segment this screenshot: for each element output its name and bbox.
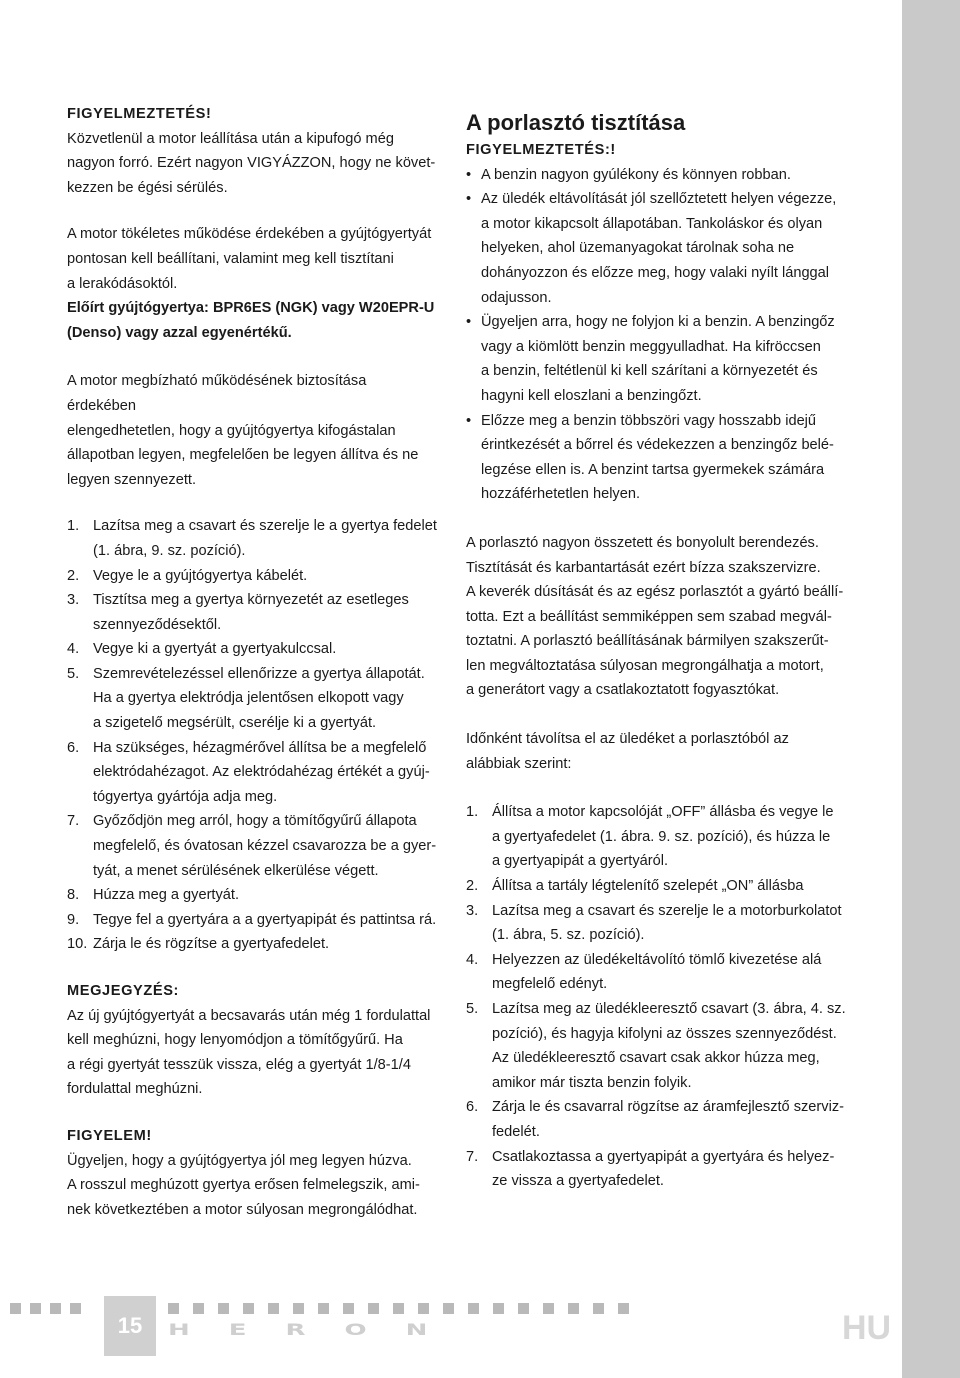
decorative-square (368, 1303, 379, 1314)
list-item: 2. Állítsa a tartály légtelenítő szelepét „ON” állásba (466, 878, 804, 895)
decorative-square (343, 1303, 354, 1314)
paragraph-line: A motor tökéletes működése érdekében a gyújtógyertyát (67, 226, 432, 243)
note-line: a régi gyertyát tesszük vissza, elég a gyertyát 1/8-1/4 (67, 1056, 411, 1073)
paragraph-line: pontosan kell beállítani, valamint meg kell tisztítani (67, 250, 394, 267)
decorative-square (418, 1303, 429, 1314)
left-column (67, 102, 439, 1222)
decorative-square (468, 1303, 479, 1314)
decorative-square (493, 1303, 504, 1314)
list-item: 1. Állítsa a motor kapcsolóját „OFF” állásba és vegye le a gyertyafedelet (1. ábra. 9. sz. pozíció), és húzza le a gyertyapipát a gyertyáról. (466, 804, 834, 870)
page-number: 15 (104, 1296, 156, 1356)
warning-line: kezzen be égési sérülés. (67, 179, 228, 196)
side-bar (902, 0, 960, 1378)
decorative-square (293, 1303, 304, 1314)
list-item: 2. Vegye le a gyújtógyertya kábelét. (67, 567, 308, 584)
note-line: fordulattal meghúzni. (67, 1081, 203, 1098)
decorative-square (168, 1303, 179, 1314)
note-heading: MEGJEGYZÉS: (67, 983, 180, 999)
list-item: 4. Helyezzen az üledékeltávolító tömlő kivezetése alá megfelelő edényt. (466, 951, 822, 993)
paragraph-line: totta. Ezt a beállítást semmiképpen sem szabad megvál- (466, 608, 832, 625)
warning-bullets (466, 163, 858, 507)
warning-heading: FIGYELMEZTETÉS! (67, 106, 212, 122)
spark-plug-spec: Előírt gyújtógyertya: BPR6ES (NGK) vagy W20EPR-U (67, 300, 435, 317)
carburetor-steps (466, 800, 858, 1194)
attention-line: nek következtében a motor súlyosan megrongálódhat. (67, 1201, 418, 1218)
warning-line: nagyon forró. Ezért nagyon VIGYÁZZON, hogy ne követ- (67, 155, 436, 172)
list-item: 4. Vegye ki a gyertyát a gyertyakulccsal. (67, 641, 337, 658)
decorative-square (268, 1303, 279, 1314)
list-item: 1. Lazítsa meg a csavart és szerelje le a gyertya fedelet (1. ábra, 9. sz. pozíció). (67, 518, 437, 559)
list-item: 7. Csatlakoztassa a gyertyapipát a gyertyára és helyez- ze vissza a gyertyafedelet. (466, 1148, 835, 1190)
heron-logo: HERON (168, 1320, 467, 1340)
decorative-square (10, 1303, 21, 1314)
list-item: 6. Ha szükséges, hézagmérővel állítsa be a megfelelő elektródahézagot. Az elektródahézag értékét a gyúj- tógyertya gyártója adja meg. (67, 739, 430, 805)
paragraph-line: a generátort vagy a csatlakoztatott fogyasztókat. (466, 682, 780, 699)
decorative-square (218, 1303, 229, 1314)
list-item: 7. Győződjön meg arról, hogy a tömítőgyűrű állapota megfelelő, és óvatosan kézzel csavarozza be a gyer- tyát, a menet sérülésének elkerülése végett. (67, 813, 437, 879)
decorative-square (518, 1303, 529, 1314)
spark-plug-spec: (Denso) vagy azzal egyenértékű. (67, 324, 292, 341)
list-item: • Előzze meg a benzin többszöri vagy hosszabb idejű érintkezését a bőrrel és védekezzen a benzingőz belé- legzése ellen is. A benzint tartsa gyermekek számára hozzáférhetetlen helyen. (466, 412, 834, 503)
list-item: 5. Lazítsa meg az üledékleeresztő csavart (3. ábra, 4. sz. pozíció), és hagyja kifolyni az összes szennyeződést. Az üledékleeresztő csavart csak akkor húzza meg, amikor már tiszta benzin folyik. (466, 1001, 846, 1091)
decorative-square (618, 1303, 629, 1314)
decorative-square (593, 1303, 604, 1314)
paragraph-line: a lerakódásoktól. (67, 275, 178, 292)
paragraph-line: A motor megbízható működésének biztosítása érdekében (67, 373, 367, 414)
paragraph-line: állapotban legyen, megfelelően be legyen állítva és ne (67, 447, 419, 464)
list-item: 3. Tisztítsa meg a gyertya környezetét az esetleges szennyeződésektől. (67, 592, 409, 633)
list-item: • A benzin nagyon gyúlékony és könnyen robban. (466, 166, 791, 183)
paragraph-line: elengedhetetlen, hogy a gyújtógyertya kifogástalan (67, 422, 396, 439)
paragraph-line: Tisztítását és karbantartását ezért bízza szakszervizre. (466, 559, 821, 576)
paragraph-line: A keverék dúsítását és az egész porlasztót a gyártó beállí- (466, 584, 844, 601)
note-line: Az új gyújtógyertyát a becsavarás után még 1 fordulattal (67, 1007, 431, 1024)
list-item: 10. Zárja le és rögzítse a gyertyafedelet. (67, 936, 330, 953)
language-code: HU (842, 1309, 892, 1347)
warning-heading: FIGYELMEZTETÉS:! (466, 142, 616, 158)
list-item: 9. Tegye fel a gyertyára a a gyertyapipát és pattintsa rá. (67, 911, 437, 928)
list-item: 8. Húzza meg a gyertyát. (67, 887, 240, 904)
list-item: • Az üledék eltávolítását jól szellőztetett helyen végezze, a motor kikapcsolt állapotában. Tankoláskor és olyan helyeken, ahol üzemanyagokat tárolnak soha ne dohányozzon és előzze meg, hogy valaki nyílt lánggal odajusson. (466, 191, 837, 306)
spark-plug-steps (67, 514, 439, 957)
right-column (466, 102, 858, 1194)
decorative-square (318, 1303, 329, 1314)
warning-line: Közvetlenül a motor leállítása után a kipufogó még (67, 130, 394, 147)
list-item: 6. Zárja le és csavarral rögzítse az áramfejlesztő szerviz- fedelét. (466, 1099, 844, 1140)
decorative-square (30, 1303, 41, 1314)
paragraph-line: legyen szennyezett. (67, 471, 196, 488)
attention-line: A rosszul meghúzott gyertya erősen felmelegszik, ami- (67, 1177, 420, 1194)
list-item: 5. Szemrevételezéssel ellenőrizze a gyertya állapotát. Ha a gyertya elektródja jelentősen elkopott vagy a szigetelő megsérült, cserélje ki a gyertyát. (67, 665, 425, 732)
paragraph-line: Időnként távolítsa el az üledéket a porlasztóból az (466, 731, 789, 748)
section-title: A porlasztó tisztítása (466, 110, 686, 135)
decorative-square (50, 1303, 61, 1314)
attention-heading: FIGYELEM! (67, 1127, 152, 1144)
list-item: • Ügyeljen arra, hogy ne folyjon ki a benzin. A benzingőz vagy a kiömlött benzin meggyulladhat. Ha kifröccsen a benzin, feltétlenül ki kell szárítani a környezetét és hagyni kell eloszlani a benzingőzt. (466, 314, 835, 404)
decorative-square (543, 1303, 554, 1314)
note-line: kell meghúzni, hogy lenyomódjon a tömítőgyűrű. Ha (67, 1032, 403, 1049)
paragraph-line: toztatni. A porlasztó beállításának bármilyen szakszerűt- (466, 633, 829, 650)
decorative-square (243, 1303, 254, 1314)
decorative-square (70, 1303, 81, 1314)
decorative-square (193, 1303, 204, 1314)
paragraph-line: len megváltoztatása súlyosan megrongálhatja a motort, (466, 657, 824, 674)
decorative-square (568, 1303, 579, 1314)
decorative-square (393, 1303, 404, 1314)
decorative-square (443, 1303, 454, 1314)
list-item: 3. Lazítsa meg a csavart és szerelje le a motorburkolatot (1. ábra, 5. sz. pozíció). (466, 902, 842, 944)
paragraph-line: A porlasztó nagyon összetett és bonyolult berendezés. (466, 534, 819, 551)
paragraph-line: alábbiak szerint: (466, 755, 572, 772)
attention-line: Ügyeljen, hogy a gyújtógyertya jól meg legyen húzva. (67, 1152, 412, 1169)
